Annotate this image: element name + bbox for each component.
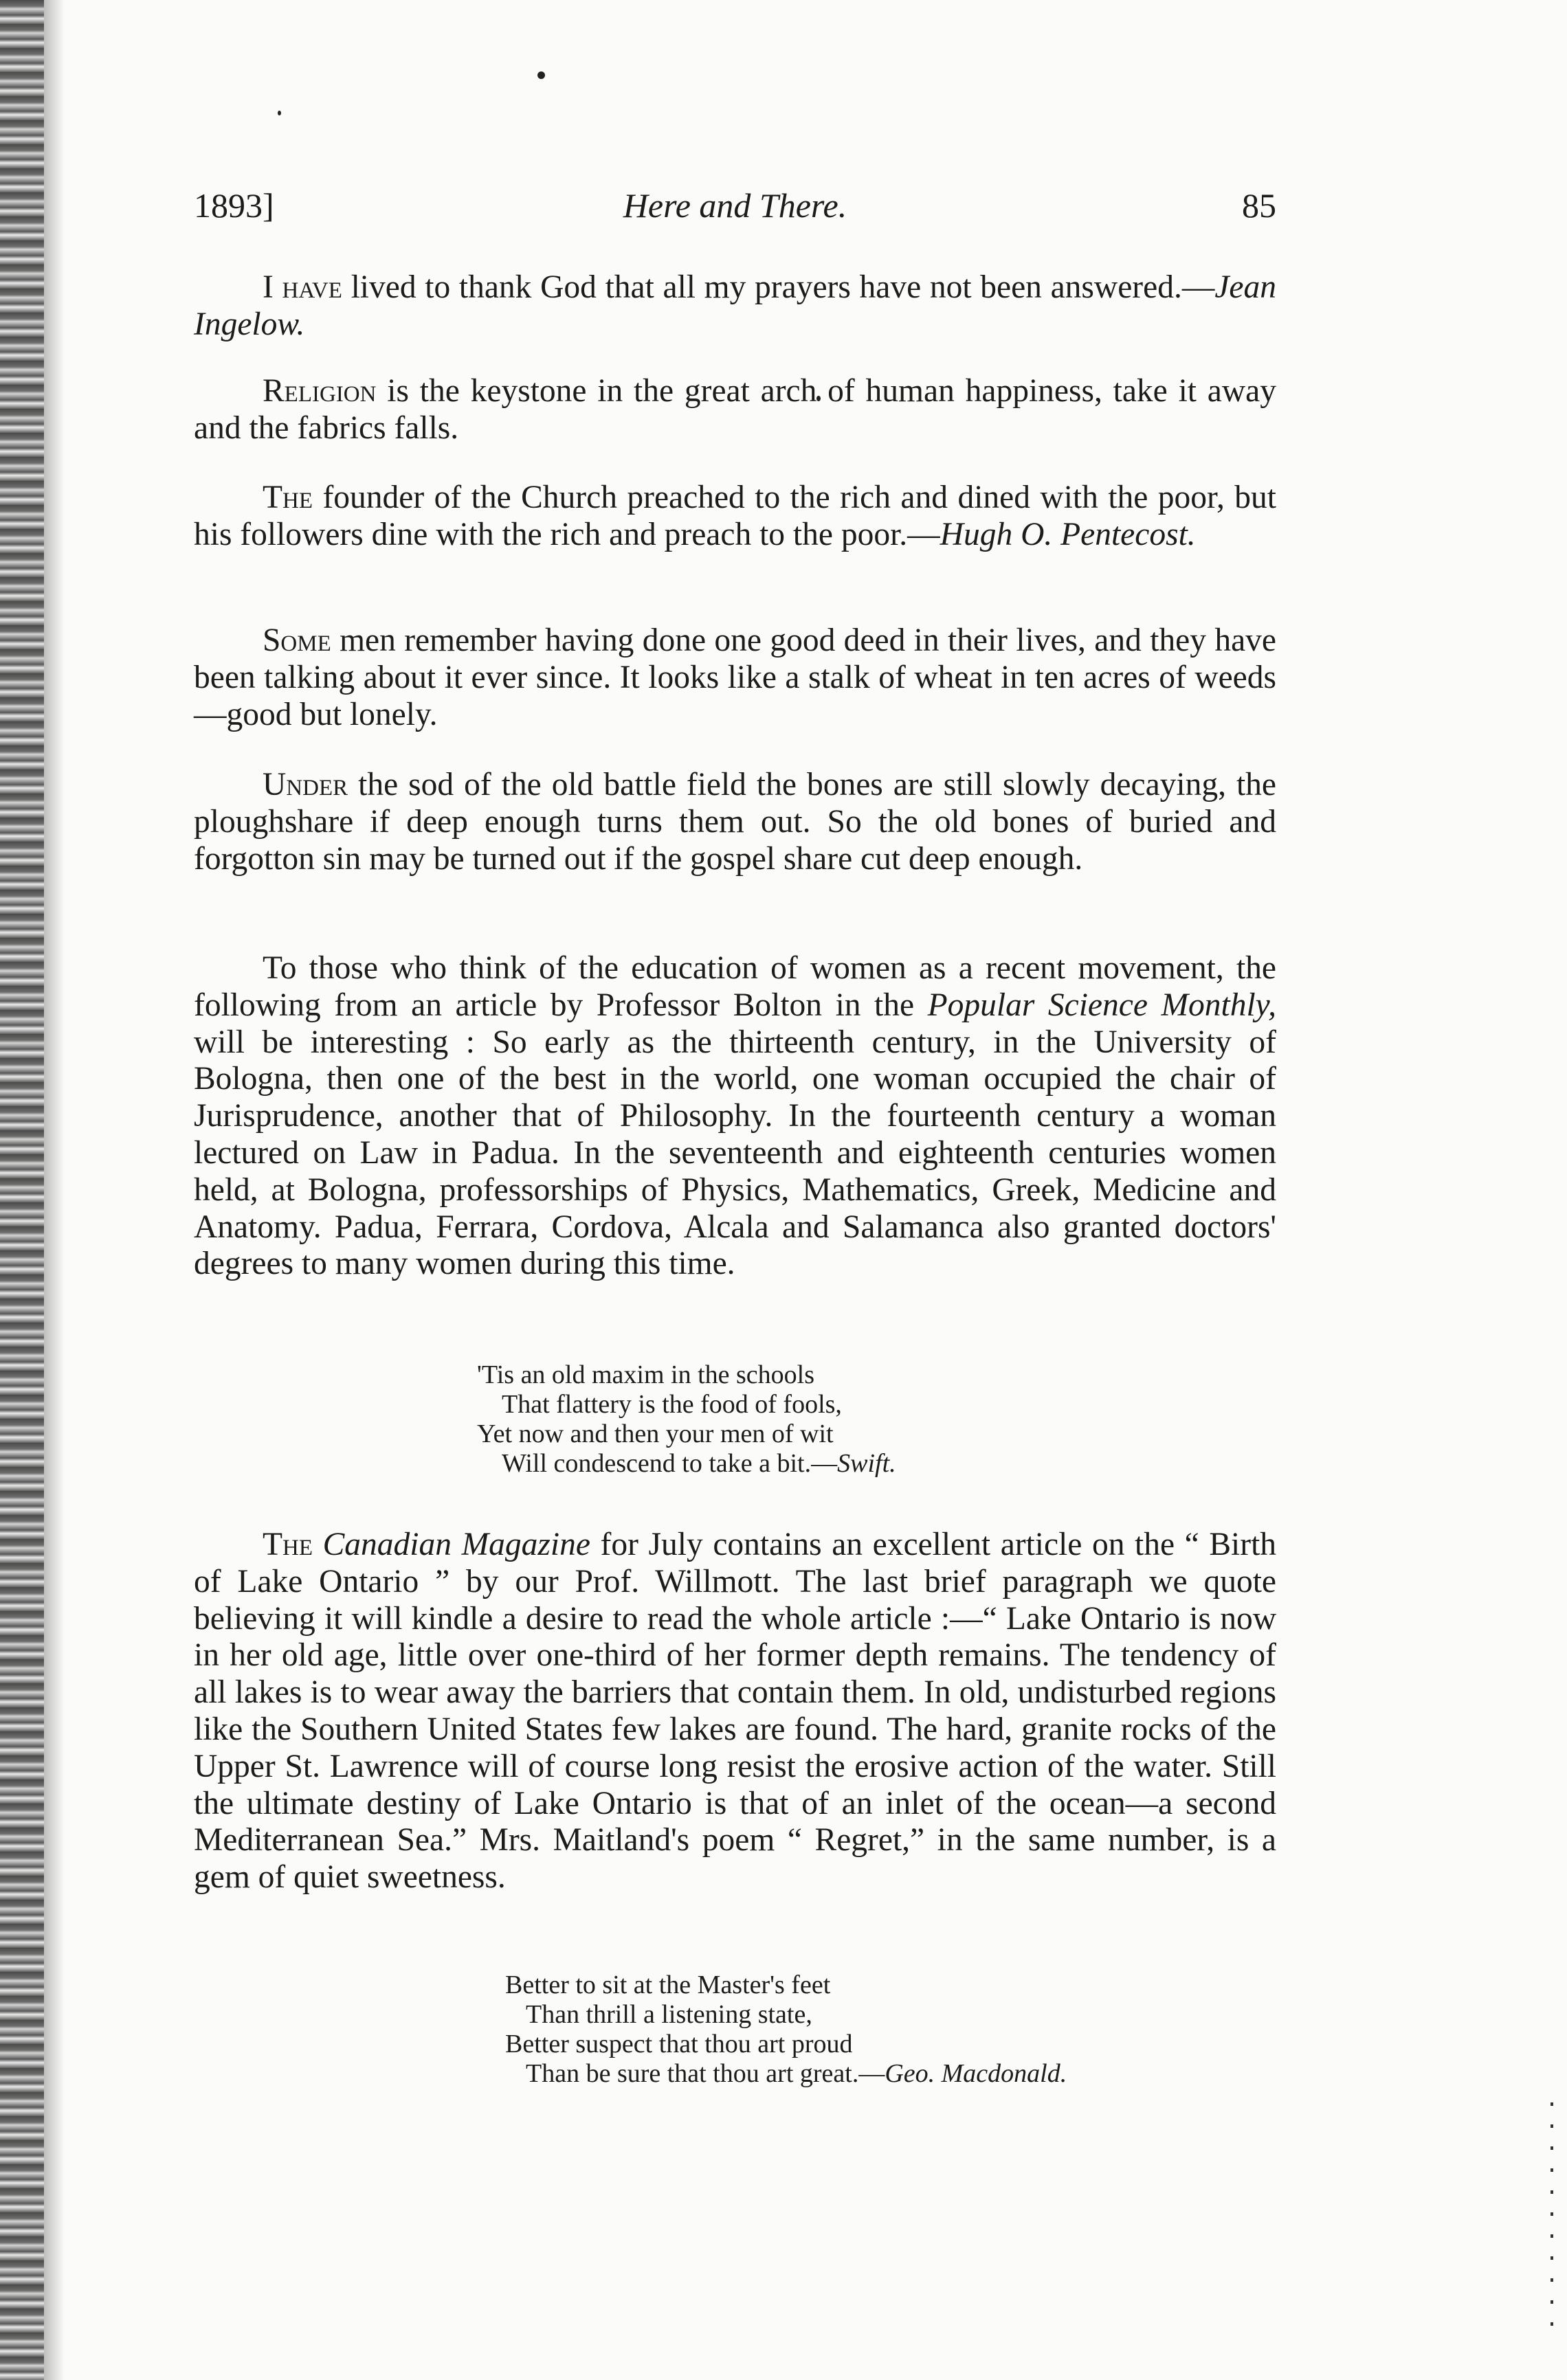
quote-attribution: Hugh O. Pentecost.	[940, 516, 1196, 552]
poem-line: Yet now and then your men of wit	[477, 1419, 834, 1448]
paragraph-lead: I have	[263, 269, 342, 305]
header-year: 1893]	[194, 186, 274, 225]
poem-swift	[477, 1360, 896, 1479]
magazine-title: Popular Science Monthly,	[927, 987, 1276, 1023]
page-number: 85	[1242, 186, 1276, 225]
magazine-title: Canadian Magazine	[322, 1527, 590, 1562]
paragraph-text: is the keystone in the great arch of human happiness, take it away and the fabrics falls.	[194, 373, 1276, 446]
paragraph-lead: Some	[263, 622, 331, 658]
scan-speck	[278, 111, 281, 115]
paragraph-lead: The	[263, 480, 313, 515]
paragraph-text: To those who think of the education of women as a recent movement, the following from an article by Professor Bolton in the	[194, 950, 1276, 1023]
quote-attribution: Jean Ingelow.	[194, 269, 1277, 342]
running-header	[194, 186, 1276, 240]
paragraph-text: men remember having done one good deed in their lives, and they have been talking about it ever since. It looks like a stalk of wheat in ten acres of weeds—good but lonely.	[194, 622, 1276, 732]
paragraph-text: founder of the Church preached to the rich and dined with the poor, but his followers dine with the rich and preach to the poor.—	[194, 480, 1276, 552]
scan-shadow	[44, 0, 65, 2380]
poem-line: Better to sit at the Master's feet	[505, 1971, 831, 1999]
paragraph-religion	[194, 373, 1276, 447]
poem-macdonald	[505, 1971, 1067, 2089]
poem-line: Better suspect that thou art proud	[505, 2030, 853, 2058]
poem-line: 'Tis an old maxim in the schools	[477, 1360, 815, 1389]
paragraph-battle-field	[194, 767, 1276, 877]
poem-line: Than be sure that thou art great.—Geo. Macdonald.	[526, 2059, 1067, 2088]
scan-binding-edge	[0, 0, 44, 2380]
paragraph-text: for July contains an excellent article on the “ Birth of Lake Ontario ” by our Prof. Willmott. The last brief paragraph we quote believing it will kindle a desire to read the whole article :—“ Lake Ontario is now in her old age, little over one-third of her former depth remains. The tendency of all lakes is to wear away the barriers that contain them. In old, undisturbed regions like the Southern United States few lakes are found. The hard, granite rocks of the Upper St. Lawrence will of course long resist the erosive action of the water. Still the ultimate destiny of Lake Ontario is that of an inlet of the ocean—a second Mediterranean Sea.” Mrs. Maitland's poem “ Regret,” in the same number, is a gem of quiet sweetness.	[194, 1527, 1277, 1896]
paragraph-lead: Under	[263, 767, 348, 802]
paragraph-education-of-women	[194, 950, 1276, 1283]
poem-line: That flattery is the food of fools,	[502, 1390, 842, 1419]
scan-speck	[537, 71, 545, 79]
poem-line: Will condescend to take a bit.—Swift.	[502, 1449, 896, 1478]
poem-line: Than thrill a listening state,	[526, 2000, 812, 2029]
scan-dotted-mark	[1551, 2102, 1553, 2329]
paragraph-good-deed	[194, 622, 1276, 733]
poem-attribution: Swift.	[837, 1449, 896, 1478]
paragraph-lead: The	[263, 1527, 313, 1562]
paragraph-text: will be interesting : So early as the thirteenth century, in the University of Bologna, then one of the best in the world, one woman occupied the chair of Jurisprudence, another that of Philosophy. In the fourteenth century a woman lectured on Law in Padua. In the seventeenth and eighteenth centuries women held, at Bologna, professorships of Physics, Mathematics, Greek, Medicine and Anatomy. Padua, Ferrara, Cordova, Alcala and Salamanca also granted doctors' degrees to many women during this time.	[194, 1024, 1276, 1282]
header-title: Here and There.	[623, 186, 847, 225]
paragraph-lead: Religion	[263, 373, 377, 409]
paragraph-ingelow	[194, 269, 1276, 344]
paragraph-canadian-magazine	[194, 1527, 1276, 1896]
poem-attribution: Geo. Macdonald.	[885, 2059, 1067, 2088]
paragraph-church	[194, 480, 1276, 554]
paragraph-text: lived to thank God that all my prayers have not been answered.—	[342, 269, 1215, 305]
paragraph-text: the sod of the old battle field the bones are still slowly decaying, the ploughshare if deep enough turns them out. So the old bones of buried and forgotton sin may be turned out if the gospel share cut deep enough.	[194, 767, 1276, 877]
